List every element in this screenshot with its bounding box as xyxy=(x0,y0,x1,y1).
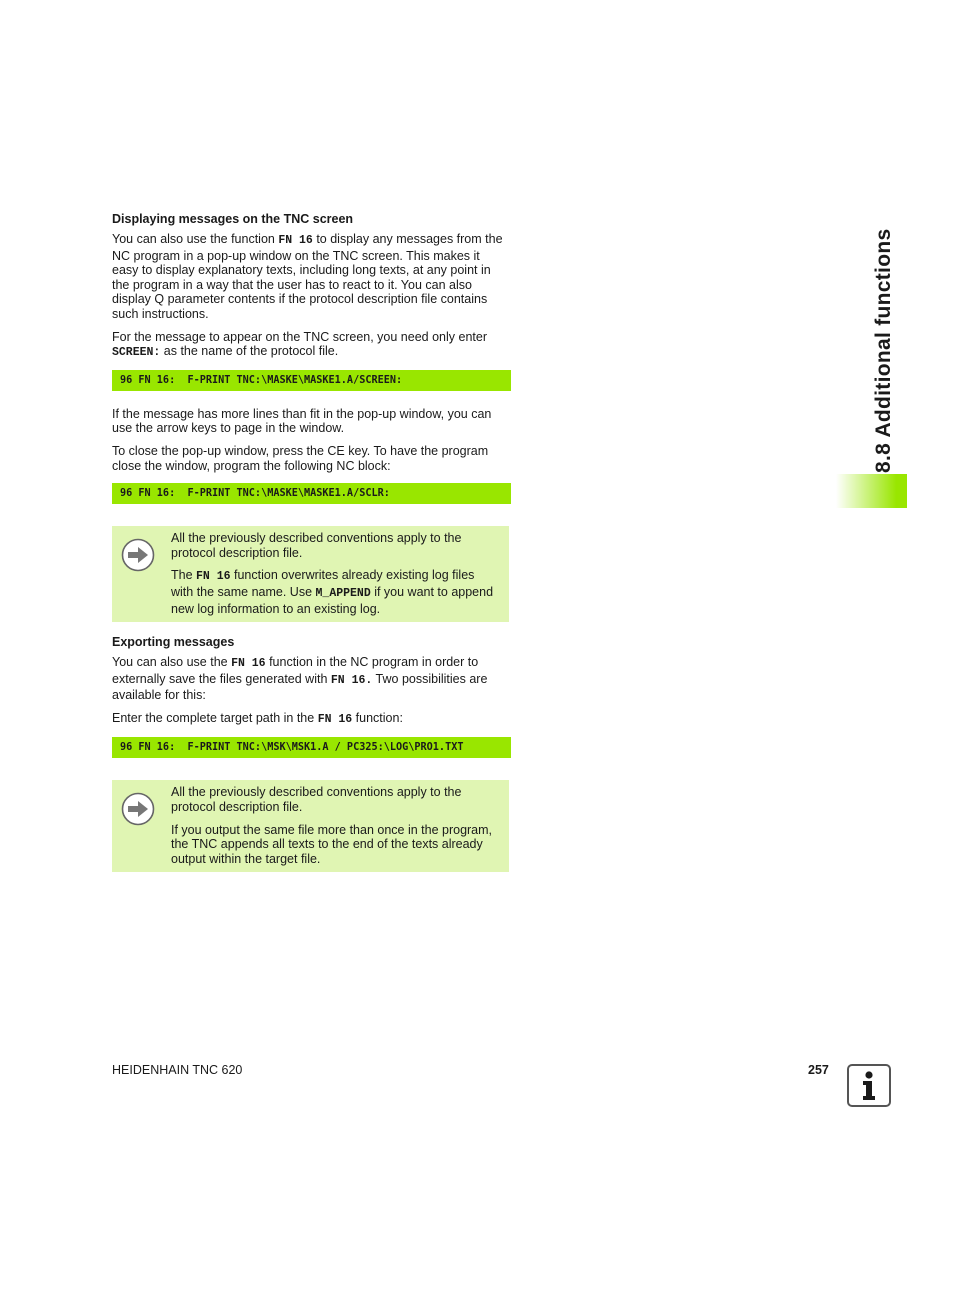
note-text xyxy=(171,568,499,616)
inline-code: FN 16 xyxy=(317,712,353,726)
paragraph xyxy=(112,711,510,728)
arrow-right-icon xyxy=(121,538,155,572)
text: You can also use the xyxy=(112,655,232,670)
paragraph: To close the pop-up window, press the CE key. To have the program close the window, program the following NC block: xyxy=(112,443,489,473)
info-icon xyxy=(847,1064,891,1107)
text: Two possibilities are available for this: xyxy=(112,671,488,703)
paragraph: If the message has more lines than fit in the pop-up window, you can use the arrow keys to page in the window. xyxy=(112,406,492,436)
main-content xyxy=(112,211,510,872)
text: For the message to appear on the TNC screen, you need only enter xyxy=(112,329,487,344)
paragraph xyxy=(112,655,504,703)
text: to display any messages from the NC program in a pop-up window on the TNC screen. This makes it easy to display explanatory texts, including long texts, at any point in the program in a way that the user has to react to it. You can also display Q parameter contents if the protocol description file contains such instructions. xyxy=(112,232,503,321)
text: function overwrites already existing log files with the same name. Use xyxy=(171,568,475,599)
section-heading-exporting-messages: Exporting messages xyxy=(112,635,235,650)
inline-code: SCREEN: xyxy=(112,346,161,360)
inline-code: FN 16. xyxy=(330,673,373,687)
section-title-vertical: 8.8 Additional functions xyxy=(872,228,895,473)
note-box xyxy=(112,780,509,872)
note-text: All the previously described conventions apply to the protocol description file. xyxy=(171,785,462,815)
code-block: 96 FN 16: F-PRINT TNC:\MSK\MSK1.A / PC325:\LOG\PRO1.TXT xyxy=(112,737,511,758)
arrow-right-icon xyxy=(121,792,155,826)
code-block: 96 FN 16: F-PRINT TNC:\MASKE\MASKE1.A/SCLR: xyxy=(112,483,511,504)
info-glyph xyxy=(849,1066,889,1105)
page-number: 257 xyxy=(808,1063,829,1077)
code-block: 96 FN 16: F-PRINT TNC:\MASKE\MASKE1.A/SCREEN: xyxy=(112,370,511,391)
inline-code: FN 16 xyxy=(278,234,313,247)
sidebar-accent-bar xyxy=(836,474,907,508)
inline-code: FN 16 xyxy=(196,570,231,584)
text: function in the NC program in order to externally save the files generated with xyxy=(112,655,479,686)
text: as the name of the protocol file. xyxy=(160,344,339,359)
inline-code: FN 16 xyxy=(231,657,266,671)
paragraph xyxy=(112,232,507,322)
footer-product-name: HEIDENHAIN TNC 620 xyxy=(112,1063,243,1077)
text: You can also use the function xyxy=(112,232,279,246)
text: if you want to append new log information to an existing log. xyxy=(171,584,494,616)
note-text: If you output the same file more than once in the program, the TNC appends all texts to the end of the texts already output within the target file. xyxy=(171,822,493,866)
note-box xyxy=(112,526,509,622)
section-heading-displaying-messages: Displaying messages on the TNC screen xyxy=(112,212,354,226)
text: The xyxy=(171,568,197,583)
note-text: All the previously described conventions apply to the protocol description file. xyxy=(171,531,462,560)
inline-code: M_APPEND xyxy=(315,586,371,600)
paragraph xyxy=(112,330,510,361)
text: function: xyxy=(352,710,403,725)
text: Enter the complete target path in the xyxy=(112,710,318,725)
